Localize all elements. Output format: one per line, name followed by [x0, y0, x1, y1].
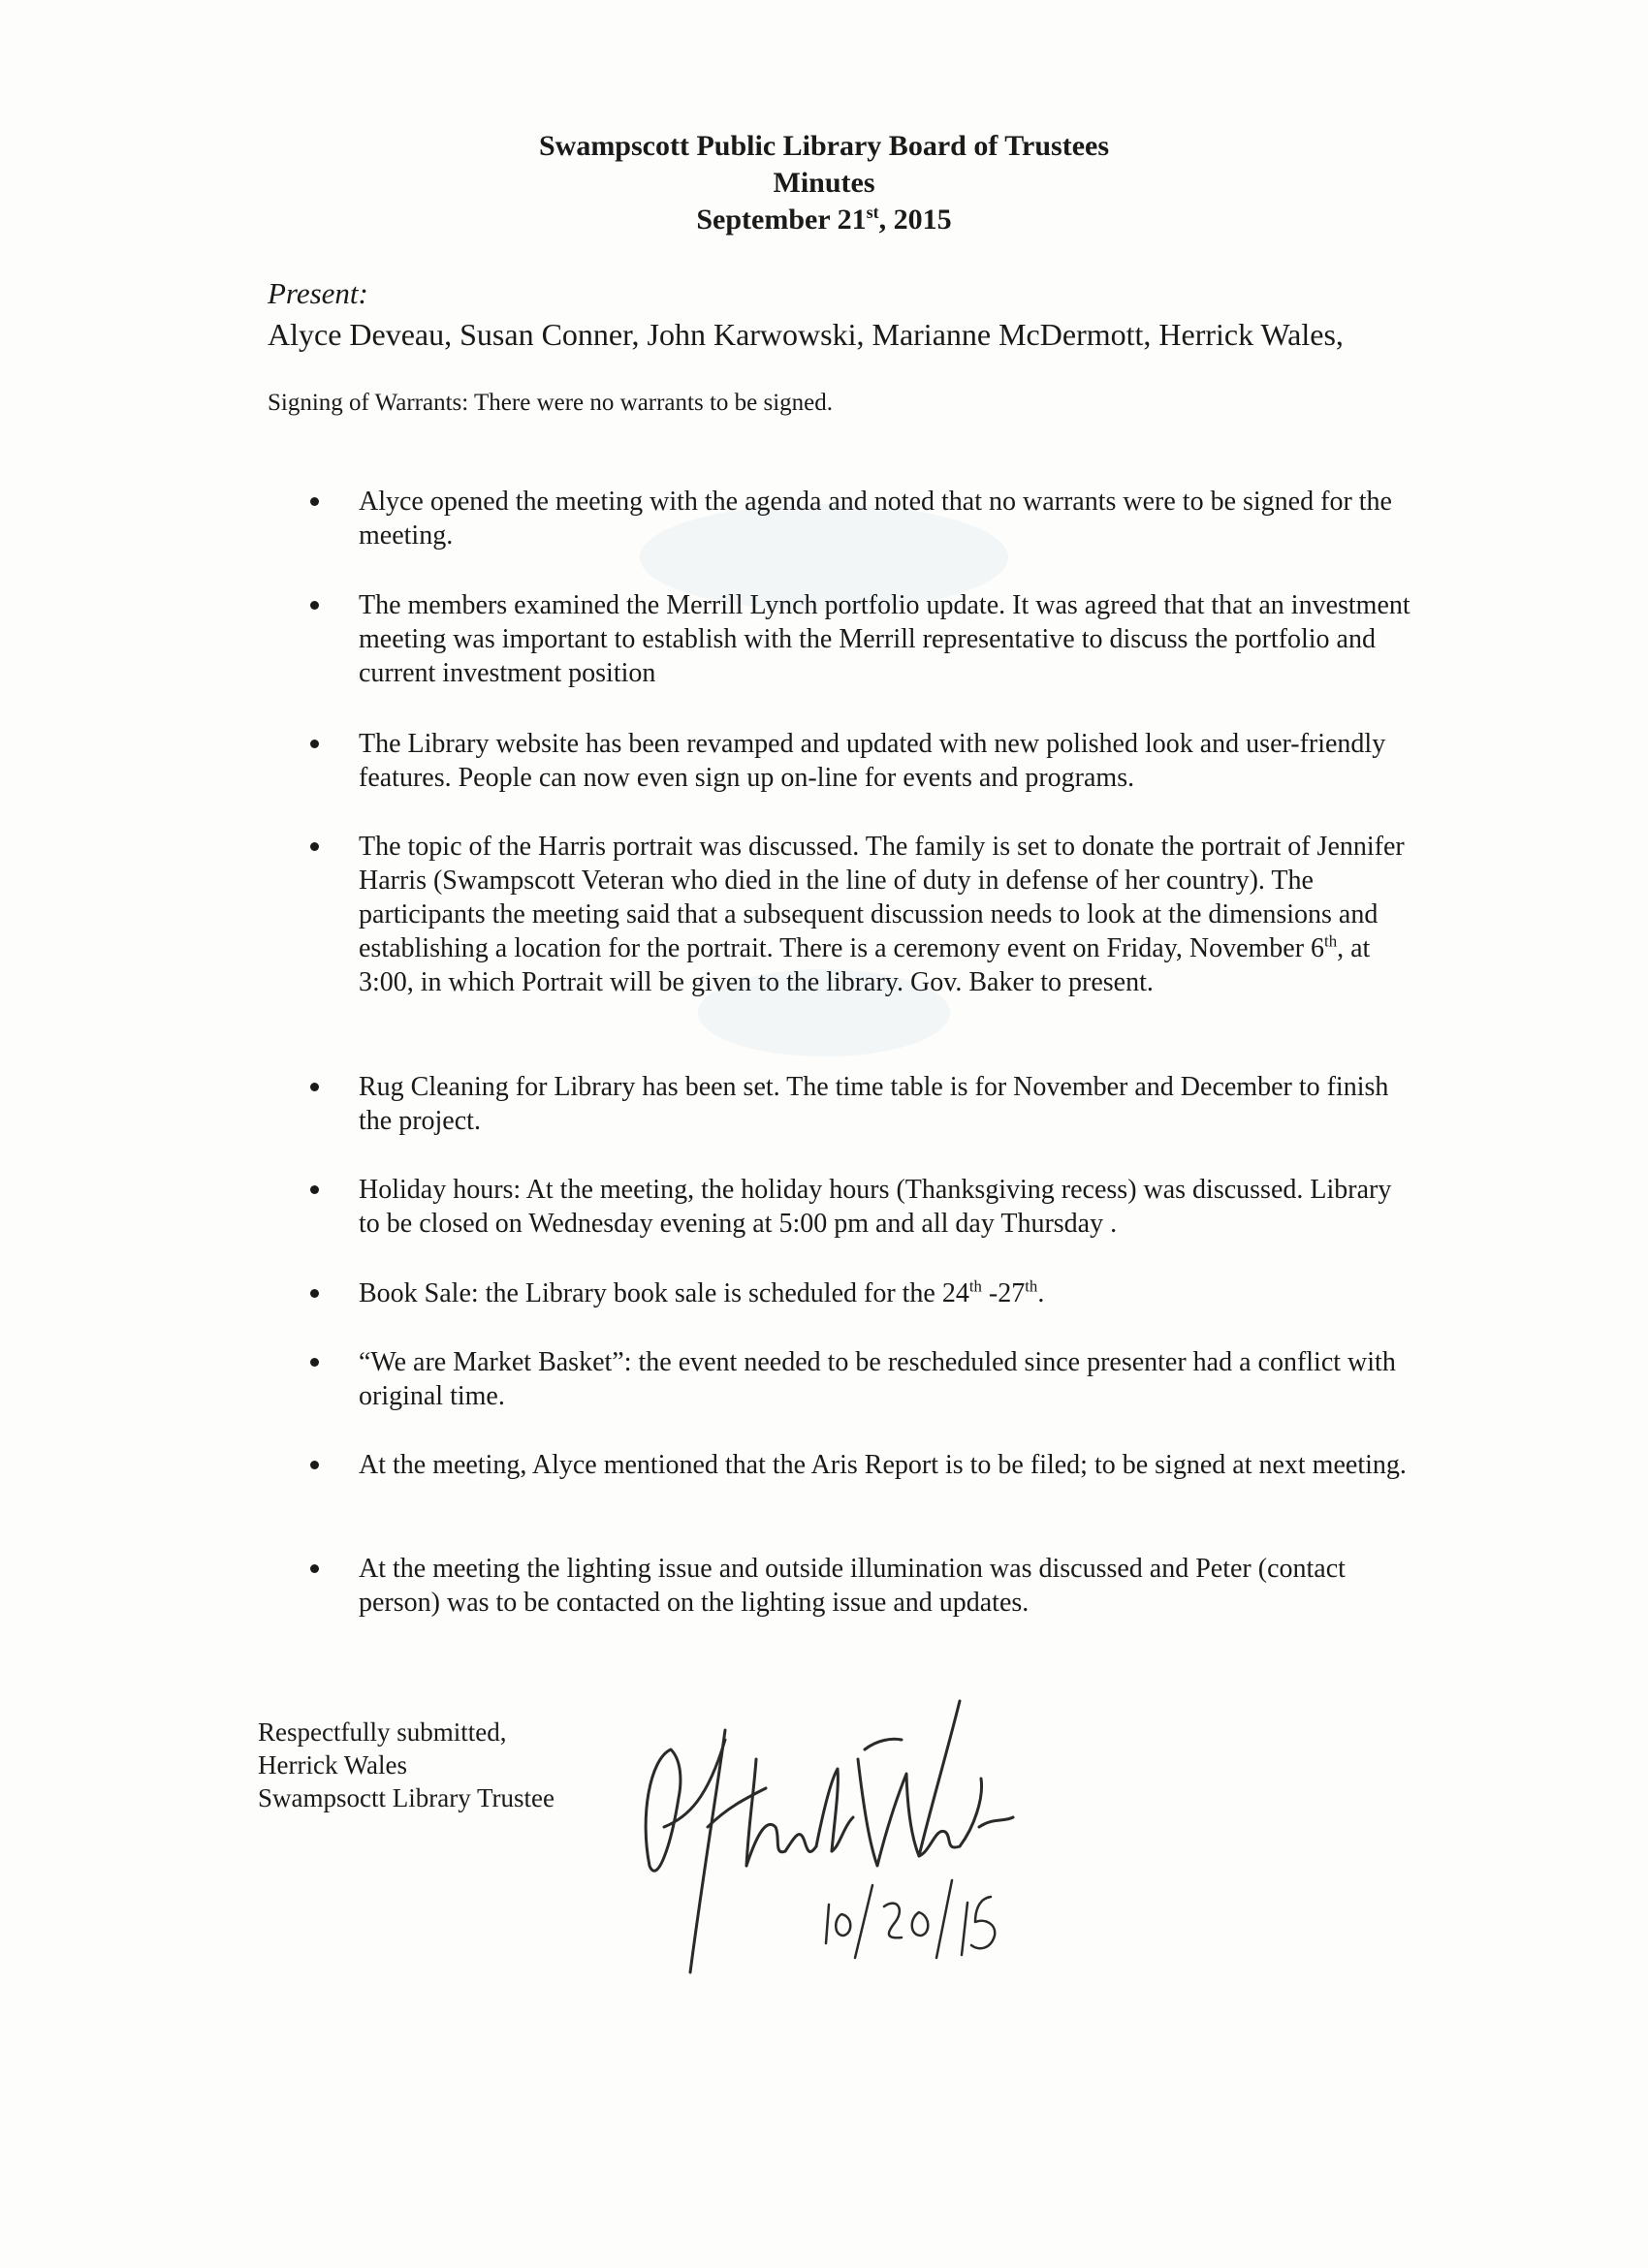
bullet-icon: [310, 1185, 319, 1194]
list-item: The members examined the Merrill Lynch portfolio update. It was agreed that that an investment meeting was important to establish with the Merrill representative to discuss the portfolio and current investment position: [359, 588, 1415, 690]
bullet-icon: [310, 1564, 319, 1573]
list-item: Holiday hours: At the meeting, the holiday hours (Thanksgiving recess) was discussed. Library to be closed on Wednesday evening at 5:00 pm and all day Thursday .: [359, 1173, 1415, 1241]
handwritten-signature: [611, 1682, 1018, 2001]
closing-block: [258, 1716, 555, 1814]
list-item: Alyce opened the meeting with the agenda and noted that no warrants were to be signed for the meeting.: [359, 485, 1415, 552]
bullet-icon: [310, 842, 319, 851]
bullet-icon: [310, 1083, 319, 1091]
list-item: At the meeting, Alyce mentioned that the Aris Report is to be filed; to be signed at next meeting.: [359, 1448, 1415, 1482]
bullet-icon: [310, 1358, 319, 1367]
list-item: The Library website has been revamped and updated with new polished look and user-friendly features. People can now even sign up on-line for events and programs.: [359, 727, 1415, 795]
list-item: Book Sale: the Library book sale is scheduled for the 24th -27th.: [359, 1276, 1415, 1310]
bullet-icon: [310, 601, 319, 610]
bullet-icon: [310, 740, 319, 748]
closing-salutation: Respectfully submitted,: [258, 1717, 507, 1747]
signer-name: Herrick Wales: [258, 1750, 408, 1780]
list-item: Rug Cleaning for Library has been set. The time table is for November and December to finish the project.: [359, 1070, 1415, 1138]
list-item: “We are Market Basket”: the event needed to be rescheduled since presenter had a conflict with original time.: [359, 1345, 1415, 1413]
present-label: Present:: [268, 276, 368, 310]
list-item: The topic of the Harris portrait was discussed. The family is set to donate the portrait of Jennifer Harris (Swampscott Veteran who died in the line of duty in defense of her country). The participants the meeting said that a subsequent discussion needs to look at the dimensions and establishing a location for the portrait. There is a ceremony event on Friday, November 6th, at 3:00, in which Portrait will be given to the library. Gov. Baker to present.: [359, 830, 1415, 999]
document-header: [0, 128, 1648, 238]
signer-title: Swampsoctt Library Trustee: [258, 1783, 555, 1812]
bullet-icon: [310, 1461, 319, 1469]
attendee-list: Alyce Deveau, Susan Conner, John Karwowski, Marianne McDermott, Herrick Wales,: [268, 317, 1344, 352]
list-item: At the meeting the lighting issue and outside illumination was discussed and Peter (contact person) was to be contacted on the lighting issue and updates.: [359, 1552, 1415, 1620]
document-type: Minutes: [773, 167, 875, 199]
warrants-note: Signing of Warrants: There were no warrants to be signed.: [268, 390, 834, 416]
bullet-icon: [310, 1289, 319, 1298]
organization-title: Swampscott Public Library Board of Trustees: [538, 130, 1110, 162]
bullet-icon: [310, 497, 319, 506]
meeting-date: September 21st, 2015: [696, 203, 952, 236]
